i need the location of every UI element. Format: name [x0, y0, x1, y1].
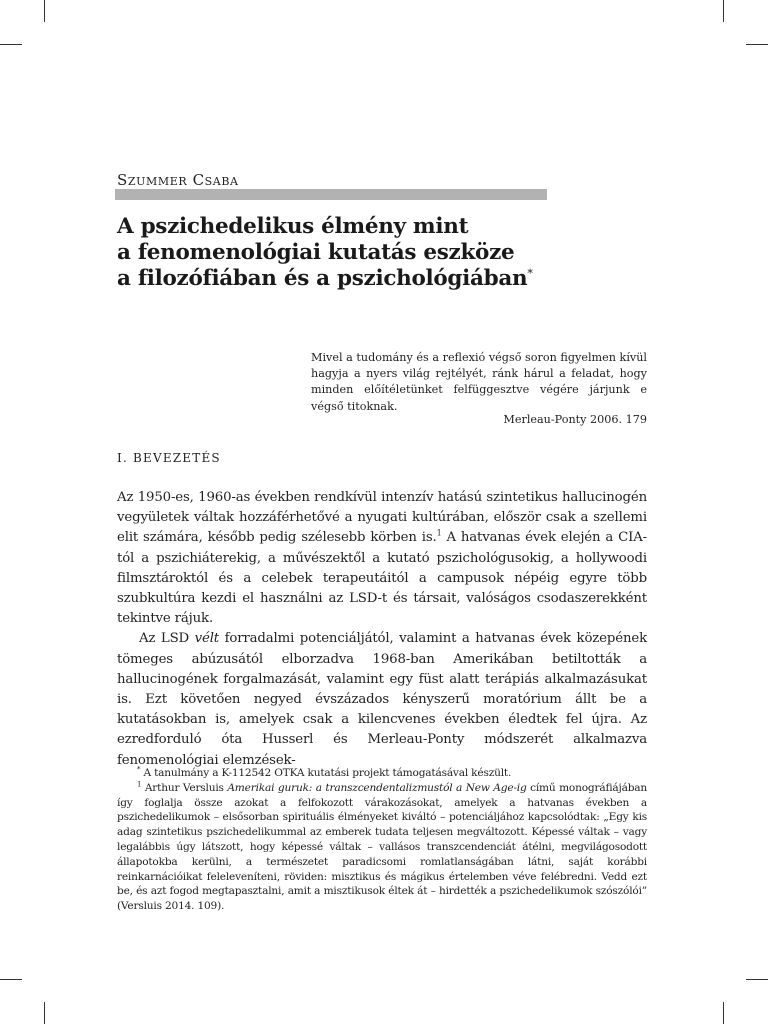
footnote-1-marker: 1 [137, 780, 142, 789]
paragraph-2-text-b: forradalmi potenciáljától, valamint a hatvanas évek közepének tömeges abúzusától elborzadva 1968-ban Amerikában betiltották a hallucinogének forgalmazását, valamint egy füst alatt terápiás alkalmazásukat is. Ezt követően negyed évszázados kényszerű moratórium állt be a kutatásokban is, amelyek csak a kilencvenes években éledtek fel újra. Az ezredforduló óta Husserl és Merleau-Ponty módszerét alkalmazva fenomenológiai elemzések- [117, 631, 647, 768]
author-underline-bar [115, 189, 547, 200]
crop-mark-right-upper [746, 44, 768, 45]
footnote-1-text-a: Arthur Versluis [141, 781, 228, 794]
paragraph-1 [117, 488, 647, 629]
footnote-star-text: A tanulmány a K-112542 OTKA kutatási projekt támogatásával készült. [140, 767, 512, 779]
footnote-ref-1: 1 [436, 528, 442, 538]
title-line-3 [117, 266, 597, 292]
section-heading: I. BEVEZETÉS [117, 451, 221, 465]
title-line-1: A pszichedelikus élmény mint [117, 214, 469, 239]
paragraph-1-text-a: Az 1950-es, 1960-as években rendkívül intenzív hatású szintetikus hallucinogén vegyületek váltak hozzáférhetővé a nyugati kultúrában, először csak a szellemi elit számára, később pedig szélesebb körben is. [117, 490, 647, 546]
footnote-1-text-b: című monográfiájában így foglalja össze azokat a felfokozott várakozásokat, amelyek a hatvanas években a pszichedelikumok – elsősorban spirituális élményeket kiváltó – potenciáljához kapcsolódtak: „Egy kis adag szintetikus pszichedelikummal az emberek tudata teljesen megváltozott. Képessé váltak – vagy legalábbis úgy látszott, hogy képessé váltak – vallásos transzcendenciát átélni, megvilágosodott állapotokba kerülni, a természetet paradicsomi romlatlanságában látni, saját korábbi reinkarnációikat feleleveníteni, röviden: misztikus és mágikus értelemben véve felébredni. Vedd ezt be, és azt fogod megtapasztalni, amit a misztikusok éltek át – hirdették a pszichedelikumok szószólói” (Versluis 2014. 109). [117, 781, 648, 913]
crop-mark-left-lower [0, 979, 22, 980]
crop-mark-bottom-left [44, 1002, 45, 1024]
title-footnote-marker: * [527, 266, 533, 280]
title-line-3-text: a filozófiában és a pszichológiában [117, 266, 528, 291]
paragraph-2-text-a: Az LSD [139, 631, 195, 647]
footnote-star [117, 766, 647, 781]
paragraph-2-emphasis: vélt [194, 631, 220, 647]
paragraph-1-text-b: A hatvanas évek elején a CIA-tól a pszichiáterekig, a művészektől a kutató pszichológusokig, a hollywoodi filmsztároktól és a celebek terapeutáitól a campusok népéig egyre több szubkultúra kezdi el használni az LSD-t és társait, valóságos csodaszerekként tekintve rájuk. [117, 530, 647, 627]
epigraph-quote: Mivel a tudomány és a reflexió végső soron figyelmen kívül hagyja a nyers világ rejtélyét, ránk hárul a feladat, hogy minden előítéletünket felfüggesztve végére járjunk e végső titoknak. [311, 351, 647, 413]
footnotes [117, 766, 647, 914]
crop-mark-left-upper [0, 44, 22, 45]
paragraph-2 [117, 629, 647, 770]
author-name: Szummer Csaba [117, 171, 239, 189]
crop-mark-right-lower [746, 979, 768, 980]
title-line-2: a fenomenológiai kutatás eszköze [117, 240, 515, 265]
footnote-1 [117, 781, 647, 914]
crop-mark-top-left [44, 0, 45, 22]
crop-mark-bottom-right [723, 1002, 724, 1024]
epigraph-source: Merleau-Ponty 2006. 179 [503, 413, 647, 426]
article-title [117, 214, 597, 292]
footnote-1-book-title: Amerikai guruk: a transzcendentalizmustól a New Age-ig [227, 781, 527, 794]
footnote-star-marker: * [137, 765, 141, 774]
crop-mark-top-right [723, 0, 724, 22]
